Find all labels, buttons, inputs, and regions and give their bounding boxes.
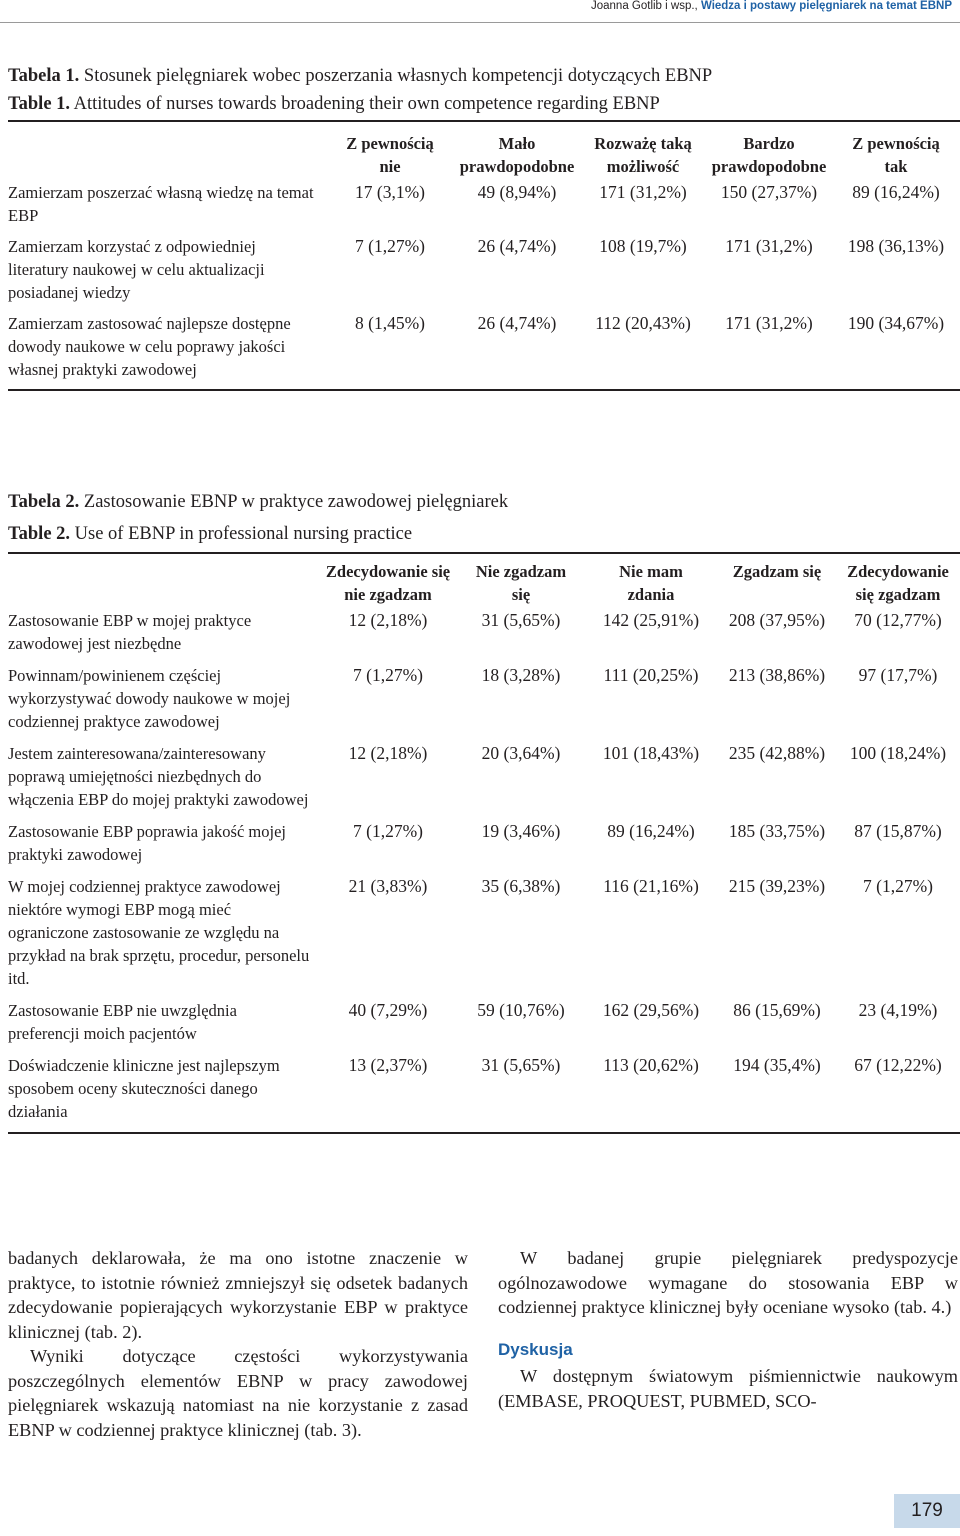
table2 — [8, 552, 960, 1134]
row-label: Zastosowanie EBP nie uwzględnia preferencji moich pacjentów — [8, 1001, 237, 1043]
cell-value: 112 (20,43%) — [595, 313, 691, 333]
cell-value: 142 (25,91%) — [602, 610, 700, 630]
cell-value: 171 (31,2%) — [599, 182, 687, 202]
body-paragraph: W dostępnym światowym piśmiennictwie naukowym (EMBASE, PROQUEST, PUBMED, SCO- — [498, 1366, 958, 1411]
cell-value: 190 (34,67%) — [847, 313, 945, 333]
cell-value: 100 (18,24%) — [849, 743, 947, 763]
row-label: W mojej codziennej praktyce zawodowej niektóre wymogi EBP mogą mieć ograniczone zastosowanie ze względu na przykład na brak sprzętu, procedur, personelu itd. — [8, 877, 310, 988]
cell-value: 7 (1,27%) — [353, 821, 423, 841]
table2-header-1: Zdecydowanie się nie zgadzam — [325, 562, 451, 604]
table1-caption-pl-text: Stosunek pielęgniarek wobec poszerzania własnych kompetencji dotyczących EBNP — [79, 66, 713, 86]
cell-value: 19 (3,46%) — [481, 821, 561, 841]
row-label: Zastosowanie EBP w mojej praktyce zawodowej jest niezbędne — [8, 611, 252, 653]
cell-value: 31 (5,65%) — [481, 610, 561, 630]
cell-value: 198 (36,13%) — [847, 236, 945, 256]
cell-value: 7 (1,27%) — [863, 876, 933, 896]
cell-value: 185 (33,75%) — [728, 821, 826, 841]
body-paragraph: Wyniki dotyczące częstości wykorzystywania poszczególnych elementów EBNP w pracy zawodowej pielęgniarek wskazują natomiast na nie korzystanie z zasad EBNP w codziennej praktyce klinicznej (tab. 3). — [8, 1346, 468, 1440]
row-label: Zamierzam poszerzać własną wiedzę na temat EBP — [8, 183, 314, 225]
cell-value: 89 (16,24%) — [852, 182, 940, 202]
cell-value: 31 (5,65%) — [481, 1055, 561, 1075]
cell-value: 215 (39,23%) — [728, 876, 826, 896]
table2-caption-en-text: Use of EBNP in professional nursing practice — [70, 524, 413, 544]
cell-value: 194 (35,4%) — [733, 1055, 821, 1075]
cell-value: 87 (15,87%) — [854, 821, 942, 841]
cell-value: 89 (16,24%) — [607, 821, 695, 841]
cell-value: 171 (31,2%) — [725, 236, 813, 256]
cell-value: 26 (4,74%) — [477, 236, 557, 256]
cell-value: 59 (10,76%) — [477, 1000, 565, 1020]
section-heading: Dyskusja — [498, 1339, 573, 1359]
row-label: Doświadczenie kliniczne jest najlepszym sposobem oceny skuteczności danego działania — [8, 1056, 280, 1121]
cell-value: 70 (12,77%) — [854, 610, 942, 630]
table2-caption-en-label: Table 2. — [8, 524, 71, 544]
table-row — [8, 999, 960, 1054]
table1-caption-pl — [8, 64, 712, 88]
cell-value: 20 (3,64%) — [481, 743, 561, 763]
cell-value: 235 (42,88%) — [728, 743, 826, 763]
row-label: Powinnam/powinienem częściej wykorzystywać dowody naukowe w mojej codziennej praktyce zawodowej — [8, 666, 291, 731]
cell-value: 12 (2,18%) — [348, 610, 428, 630]
cell-value: 97 (17,7%) — [858, 665, 938, 685]
table1-header-4: Bardzo prawdopodobne — [711, 134, 827, 176]
cell-value: 18 (3,28%) — [481, 665, 561, 685]
table1-header-empty — [8, 121, 326, 181]
table2-caption-en — [8, 522, 412, 546]
cell-value: 111 (20,25%) — [603, 665, 699, 685]
table-row — [8, 1054, 960, 1133]
body-paragraph: W badanej grupie pielęgniarek predyspozycje ogólnozawodowe wymagane do stosowania EBP w codziennej praktyce klinicznej były oceniane wysoko (tab. 4.) — [498, 1248, 958, 1317]
table2-header-3: Nie mam zdania — [619, 562, 683, 604]
table1-caption-en — [8, 92, 660, 116]
table2-header-4: Zgadzam się — [732, 562, 822, 581]
table1 — [8, 120, 960, 391]
table1-header-5: Z pewnością tak — [852, 134, 940, 176]
table2-caption-pl-text: Zastosowanie EBNP w praktyce zawodowej pielęgniarek — [79, 492, 509, 512]
running-head-authors: Joanna Gotlib i wsp., — [590, 0, 701, 12]
table-row — [8, 875, 960, 999]
row-label: Jestem zainteresowana/zainteresowany poprawą umiejętności niezbędnych do włączenia EBP do mojej praktyki zawodowej — [8, 744, 309, 809]
table-row — [8, 235, 960, 312]
cell-value: 7 (1,27%) — [353, 665, 423, 685]
cell-value: 35 (6,38%) — [481, 876, 561, 896]
cell-value: 21 (3,83%) — [348, 876, 428, 896]
table-row — [8, 181, 960, 235]
running-head — [591, 0, 952, 12]
cell-value: 49 (8,94%) — [477, 182, 557, 202]
cell-value: 26 (4,74%) — [477, 313, 557, 333]
cell-value: 12 (2,18%) — [348, 743, 428, 763]
table1-caption-en-label: Table 1. — [8, 94, 71, 114]
cell-value: 13 (2,37%) — [348, 1055, 428, 1075]
cell-value: 86 (15,69%) — [733, 1000, 821, 1020]
cell-value: 40 (7,29%) — [348, 1000, 428, 1020]
row-label: Zastosowanie EBP poprawia jakość mojej praktyki zawodowej — [8, 822, 286, 864]
table1-header-3: Rozważę taką możliwość — [594, 134, 692, 176]
table1-caption-en-text: Attitudes of nurses towards broadening their own competence regarding EBNP — [70, 94, 660, 114]
cell-value: 108 (19,7%) — [599, 236, 687, 256]
table2-header-row — [8, 553, 960, 609]
table-row — [8, 609, 960, 664]
table1-header-2: Mało prawdopodobne — [459, 134, 575, 176]
table-row — [8, 742, 960, 820]
body-paragraph: badanych deklarowała, że ma ono istotne znaczenie w praktyce, to istotnie również zmniejszył się odsetek badanych zdecydowanie popierających wykorzystanie EBP w praktyce klinicznej (tab. 2). — [8, 1248, 468, 1342]
table2-header-2: Nie zgadzam się — [475, 562, 567, 604]
cell-value: 67 (12,22%) — [854, 1055, 942, 1075]
table1-caption-pl-label: Tabela 1. — [8, 66, 80, 86]
cell-value: 116 (21,16%) — [603, 876, 699, 896]
cell-value: 101 (18,43%) — [602, 743, 700, 763]
table2-caption-pl — [8, 490, 508, 514]
table2-header-5: Zdecydowanie się zgadzam — [847, 562, 949, 604]
cell-value: 162 (29,56%) — [602, 1000, 700, 1020]
body-column-right — [498, 1246, 958, 1413]
cell-value: 7 (1,27%) — [355, 236, 425, 256]
table-row — [8, 820, 960, 875]
table-row — [8, 312, 960, 390]
table2-header-empty — [8, 553, 318, 609]
cell-value: 213 (38,86%) — [728, 665, 826, 685]
cell-value: 208 (37,95%) — [728, 610, 826, 630]
cell-value: 113 (20,62%) — [603, 1055, 699, 1075]
page-number: 179 — [894, 1494, 960, 1528]
table2-caption-pl-label: Tabela 2. — [8, 492, 80, 512]
body-column-left — [8, 1246, 468, 1442]
cell-value: 17 (3,1%) — [355, 182, 425, 202]
table1-header-1: Z pewnością nie — [346, 134, 434, 176]
row-label: Zamierzam zastosować najlepsze dostępne dowody naukowe w celu poprawy jakości własnej praktyki zawodowej — [8, 314, 291, 379]
cell-value: 23 (4,19%) — [858, 1000, 938, 1020]
cell-value: 150 (27,37%) — [720, 182, 818, 202]
table1-header-row — [8, 121, 960, 181]
table-row — [8, 664, 960, 742]
cell-value: 8 (1,45%) — [355, 313, 425, 333]
header-rule — [0, 22, 960, 23]
running-head-title: Wiedza i postawy pielęgniarek na temat EBNP — [700, 0, 952, 12]
cell-value: 171 (31,2%) — [725, 313, 813, 333]
row-label: Zamierzam korzystać z odpowiedniej literatury naukowej w celu aktualizacji posiadanej wiedzy — [8, 237, 265, 302]
